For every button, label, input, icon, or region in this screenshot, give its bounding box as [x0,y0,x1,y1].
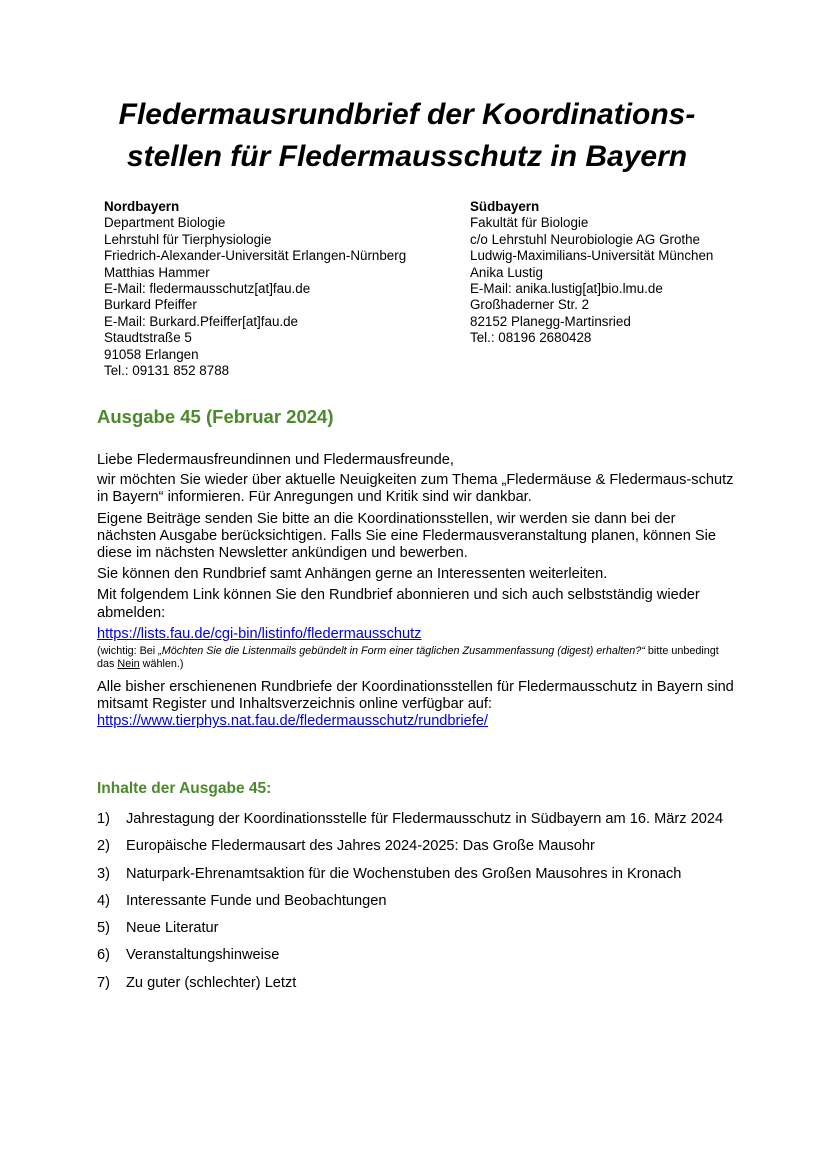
note-text: bitte unbedingt das [97,645,719,670]
note-text: wählen.) [139,657,184,670]
item-number: 3) [97,865,110,882]
paragraph: Eigene Beiträge senden Sie bitte an die Koordinationsstellen, wir werden sie dann bei der nächsten Ausgabe berücksichtigen. Falls Sie eine Fledermausveranstaltung planen, können Sie diese im nächsten Newsletter ankündigen und bewerben. [97,510,717,562]
address-line: Department Biologie [104,215,226,231]
address-phone: Tel.: 08196 2680428 [470,330,592,346]
item-number: 2) [97,838,110,855]
address-email: E-Mail: Burkard.Pfeiffer[at]fau.de [104,313,299,329]
address-line: Friedrich-Alexander-Universität Erlangen-Nürnberg [104,248,407,264]
address-line: 91058 Erlangen [104,346,199,362]
item-number: 5) [97,920,110,937]
paragraph: wir möchten Sie wieder über aktuelle Neuigkeiten zum Thema „Fledermäuse & Fledermaus-schutz in Bayern“ informieren. Für Anregungen und Kritik sind wir dankbar. [97,472,734,506]
intro-text [97,452,737,730]
address-heading: Nordbayern [104,199,180,214]
item-text: Neue Literatur [126,920,219,937]
list-item [97,837,723,864]
address-line: Matthias Hammer [104,264,210,280]
address-line: 82152 Planegg-Martinsried [470,313,631,329]
greeting: Liebe Fledermausfreundinnen und Fledermausfreunde, [97,452,454,468]
address-line: Burkard Pfeiffer [104,297,197,313]
note-italic: „Möchten Sie die Listenmails gebündelt in Form einer täglichen Zusammenfassung (digest) erhalten?“ [158,645,645,658]
note-text: (wichtig: Bei [97,645,159,658]
address-nordbayern [104,199,406,379]
item-text: Veranstaltungshinweise [126,947,280,964]
item-number: 1) [97,811,110,827]
address-line: Anika Lustig [470,264,543,280]
address-heading: Südbayern [470,199,540,214]
address-phone: Tel.: 09131 852 8788 [104,363,230,379]
list-item [97,865,723,892]
address-suedbayern [470,199,713,347]
list-item [97,919,723,946]
title-line-1: Fledermausrundbrief der Koordinations- [118,98,696,131]
list-item [97,946,723,973]
item-text: Europäische Fledermausart des Jahres 2024-2025: Das Große Mausohr [126,838,595,855]
digest-note [97,645,737,671]
list-item [97,892,723,919]
item-number: 7) [97,974,110,991]
page-title [0,94,814,178]
subscribe-link[interactable]: https://lists.fau.de/cgi-bin/listinfo/fledermausschutz [97,625,422,642]
item-text: Zu guter (schlechter) Letzt [126,974,297,991]
address-email: E-Mail: fledermausschutz[at]fau.de [104,281,311,297]
address-line: Staudtstraße 5 [104,330,192,346]
item-number: 6) [97,947,110,964]
item-text: Interessante Funde und Beobachtungen [126,892,387,909]
item-number: 4) [97,892,110,909]
item-text: Jahrestagung der Koordinationsstelle für Fledermausschutz in Südbayern am 16. März 2024 [126,811,724,827]
item-text: Naturpark-Ehrenamtsaktion für die Wochenstuben des Großen Mausohres in Kronach [126,865,682,882]
address-line: Ludwig-Maximilians-Universität München [470,248,714,264]
contents-heading: Inhalte der Ausgabe 45: [97,780,272,797]
address-line: Fakultät für Biologie [470,215,589,231]
list-item [97,974,723,1001]
list-item [97,810,723,837]
paragraph: Alle bisher erschienenen Rundbriefe der Koordinationsstellen für Fledermausschutz in Bayern sind mitsamt Register und Inhaltsverzeichnis online verfügbar auf: [97,678,734,712]
issue-heading: Ausgabe 45 (Februar 2024) [97,406,334,427]
address-line: Großhaderner Str. 2 [470,297,590,313]
contents-list [97,810,723,1001]
archive-link[interactable]: https://www.tierphys.nat.fau.de/fledermausschutz/rundbriefe/ [97,713,488,730]
note-underline: Nein [117,657,140,670]
address-email: E-Mail: anika.lustig[at]bio.lmu.de [470,281,663,297]
address-line: c/o Lehrstuhl Neurobiologie AG Grothe [470,231,701,247]
paragraph: Sie können den Rundbrief samt Anhängen gerne an Interessenten weiterleiten. [97,566,608,583]
address-line: Lehrstuhl für Tierphysiologie [104,231,272,247]
paragraph: Mit folgendem Link können Sie den Rundbrief abonnieren und sich auch selbstständig wieder abmelden: [97,587,700,621]
title-line-2: stellen für Fledermausschutz in Bayern [126,140,688,173]
